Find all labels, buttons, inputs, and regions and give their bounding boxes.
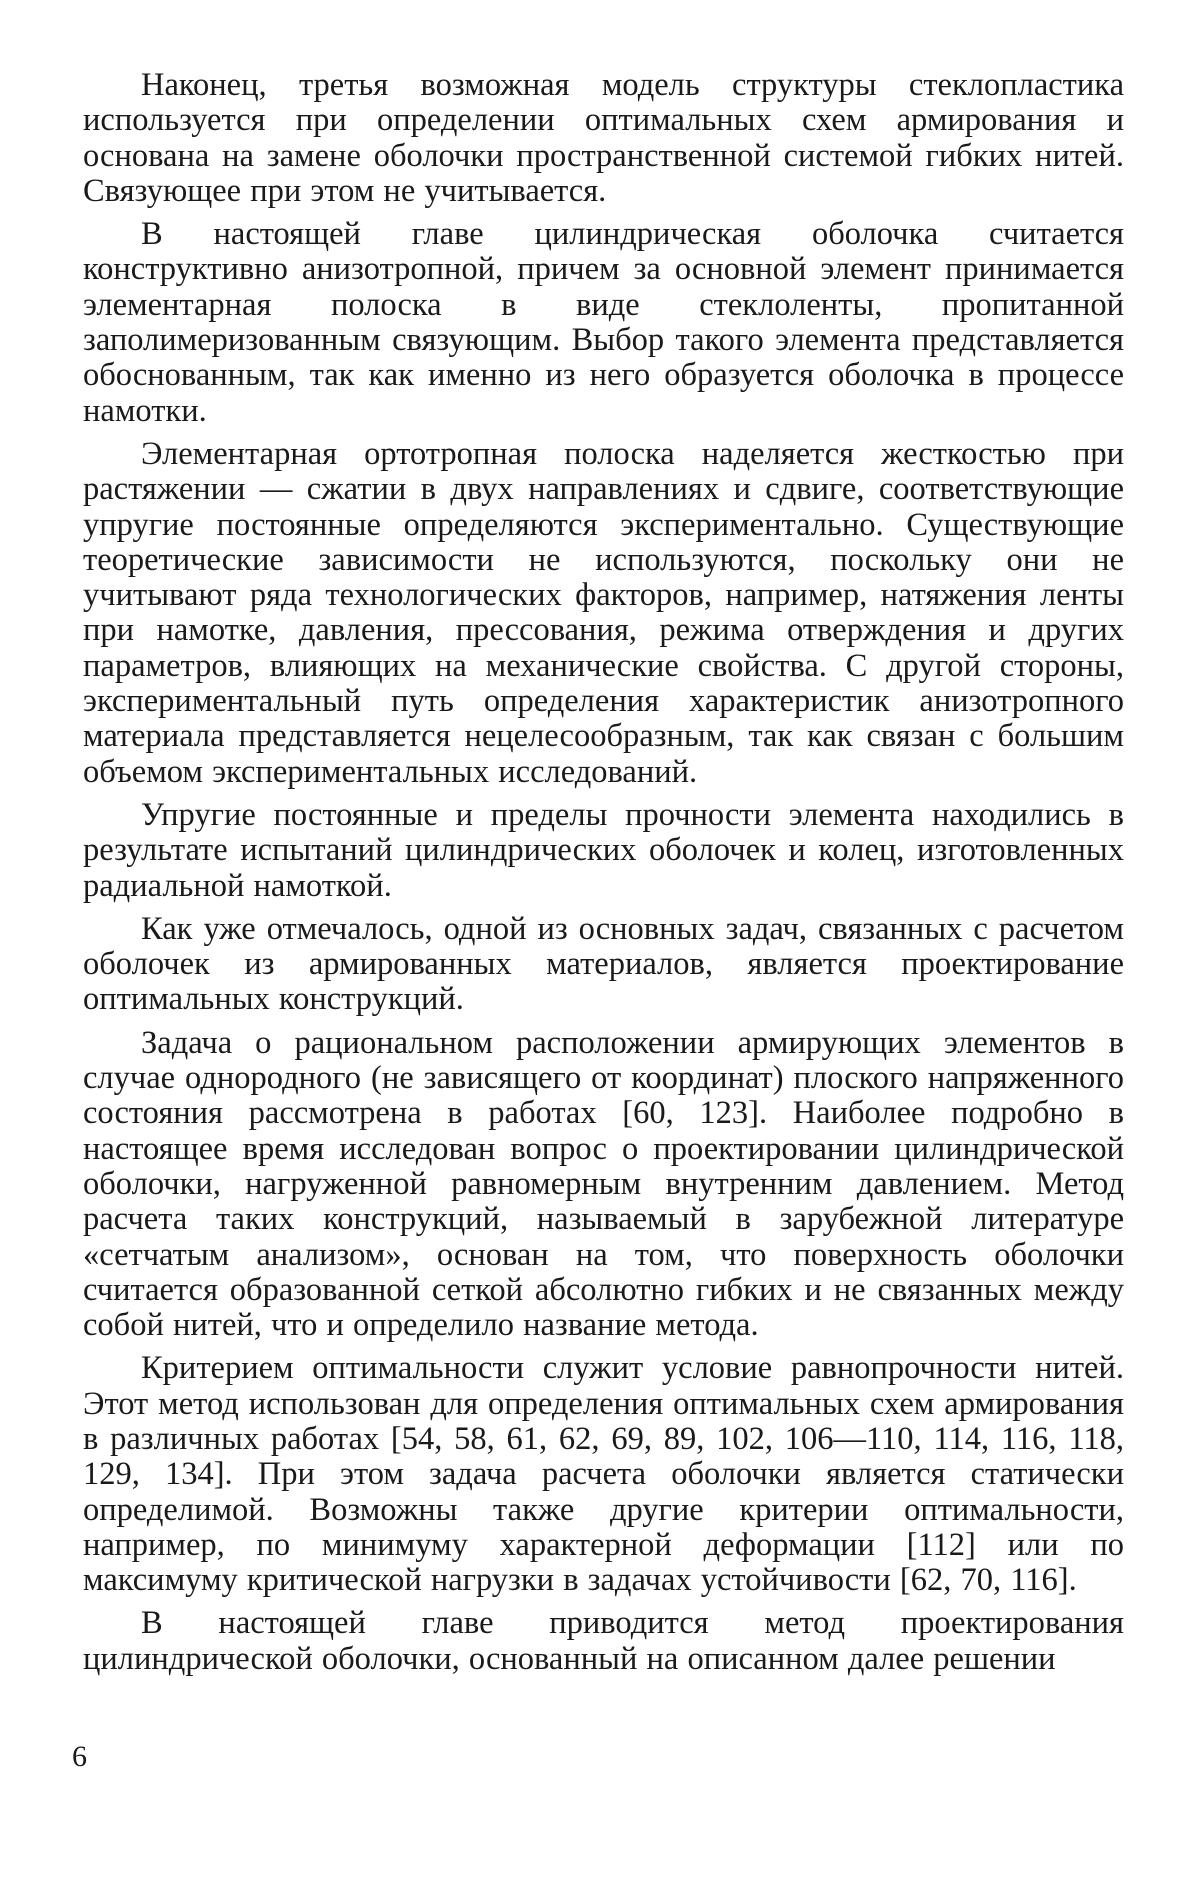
paragraph-8: В настоящей главе приводится метод проектирования цилиндрической оболочки, основанный на описанном далее решении — [83, 1605, 1124, 1677]
page-body — [83, 68, 1124, 1685]
paragraph-2: В настоящей главе цилиндрическая оболочка считается конструктивно анизотропной, причем за основной элемент принимается элементарная полоска в виде стеклоленты, пропитанной заполимеризованным связующим. Выбор такого элемента представляется обоснованным, так как именно из него образуется оболочка в процессе намотки. — [83, 216, 1124, 429]
paragraph-6: Задача о рациональном расположении армирующих элементов в случае однородного (не зависящего от координат) плоского напряженного состояния рассмотрена в работах [60, 123]. Наиболее подробно в настоящее время исследован вопрос о проектировании цилиндрической оболочки, нагруженной равномерным внутренним давлением. Метод расчета таких конструкций, называемый в зарубежной литературе «сетчатым анализом», основан на том, что поверхность оболочки считается образованной сеткой абсолютно гибких и не связанных между собой нитей, что и определило название метода. — [83, 1024, 1124, 1344]
paragraph-4: Упругие постоянные и пределы прочности элемента находились в результате испытаний цилиндрических оболочек и колец, изготовленных радиальной намоткой. — [83, 796, 1124, 904]
page-number: 6 — [72, 1740, 87, 1773]
paragraph-5: Как уже отмечалось, одной из основных задач, связанных с расчетом оболочек из армированных материалов, является проектирование оптимальных конструкций. — [83, 910, 1124, 1018]
paragraph-3: Элементарная ортотропная полоска наделяется жесткостью при растяжении — сжатии в двух направлениях и сдвиге, соответствующие упругие постоянные определяются экспериментально. Существующие теоретические зависимости не используются, поскольку они не учитывают ряда технологических факторов, например, натяжения ленты при намотке, давления, прессования, режима отверждения и других параметров, влияющих на механические свойства. С другой стороны, экспериментальный путь определения характеристик анизотропного материала представляется нецелесообразным, так как связан с большим объемом экспериментальных исследований. — [83, 435, 1124, 790]
paragraph-1: Наконец, третья возможная модель структуры стеклопластика используется при определении оптимальных схем армирования и основана на замене оболочки пространственной системой гибких нитей. Связующее при этом не учитывается. — [83, 67, 1124, 209]
paragraph-7: Критерием оптимальности служит условие равнопрочности нитей. Этот метод использован для определения оптимальных схем армирования в различных работах [54, 58, 61, 62, 69, 89, 102, 106—110, 114, 116, 118, 129, 134]. При этом задача расчета оболочки является статически определимой. Возможны также другие критерии оптимальности, например, по минимуму характерной деформации [112] или по максимуму критической нагрузки в задачах устойчивости [62, 70, 116]. — [83, 1350, 1124, 1599]
